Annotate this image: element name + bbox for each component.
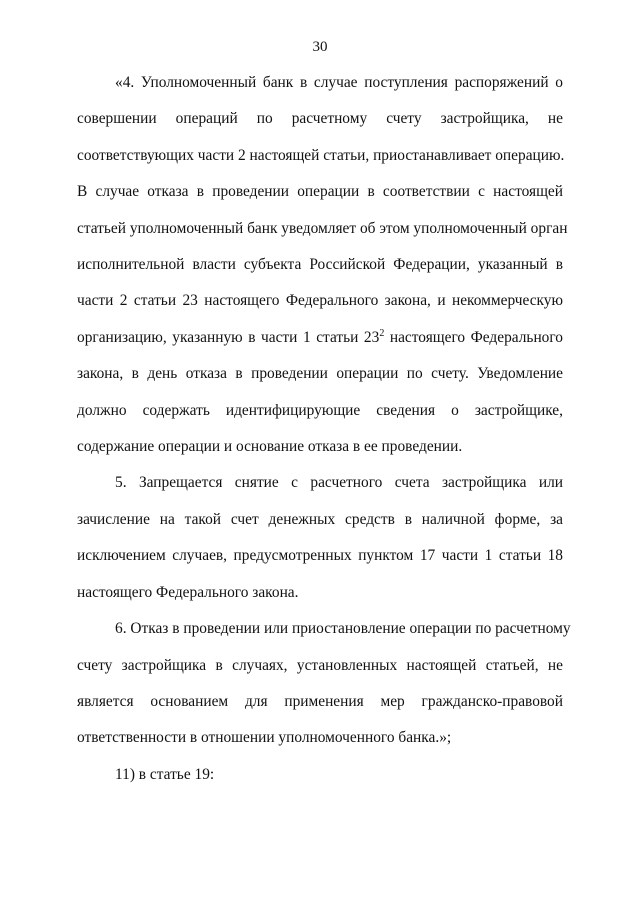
text-line-with-superscript: [77, 320, 563, 356]
text-line: В случае отказа в проведении операции в соответствии с настоящей: [77, 183, 563, 201]
text-line: зачисление на такой счет денежных средств в наличной форме, за: [77, 510, 563, 528]
text-line: закона, в день отказа в проведении операции по счету. Уведомление: [77, 365, 563, 383]
text-line: 6. Отказ в проведении или приостановление операции по расчетному: [115, 620, 571, 638]
text-fragment: организацию, указанную в части 1 статьи 23: [77, 328, 380, 346]
text-line: статьей уполномоченный банк уведомляет об этом уполномоченный орган: [77, 219, 568, 237]
text-line: ответственности в отношении уполномоченного банка.»;: [77, 729, 452, 747]
text-line: исключением случаев, предусмотренных пунктом 17 части 1 статьи 18: [77, 547, 563, 565]
text-line: должно содержать идентифицирующие сведения о застройщике,: [77, 401, 563, 419]
text-line: совершении операций по расчетному счету застройщика, не: [77, 110, 563, 128]
paragraph-4: [77, 65, 568, 465]
text-line: части 2 статьи 23 настоящего Федерального закона, и некоммерческую: [77, 292, 563, 310]
superscript: 2: [379, 327, 385, 339]
text-line: исполнительной власти субъекта Российской Федерации, указанный в: [77, 256, 563, 274]
text-line: «4. Уполномоченный банк в случае поступления распоряжений о: [115, 74, 563, 91]
text-line: настоящего Федерального закона.: [77, 583, 299, 601]
document-body: [77, 65, 571, 793]
text-line: является основанием для применения мер гражданско-правовой: [77, 692, 563, 710]
text-line: 5. Запрещается снятие с расчетного счета застройщика или: [115, 474, 563, 492]
text-fragment: настоящего Федерального: [384, 328, 564, 346]
item-11: [77, 757, 563, 793]
paragraph-6: [77, 611, 571, 757]
text-line: соответствующих части 2 настоящей статьи, приостанавливает операцию.: [77, 146, 565, 164]
paragraph-5: [77, 465, 563, 611]
text-line: счету застройщика в случаях, установленных настоящей статьей, не: [77, 656, 563, 674]
text-line: содержание операции и основание отказа в ее проведении.: [77, 438, 463, 456]
text-line: 11) в статье 19:: [115, 765, 215, 783]
page-number: 30: [312, 39, 328, 55]
